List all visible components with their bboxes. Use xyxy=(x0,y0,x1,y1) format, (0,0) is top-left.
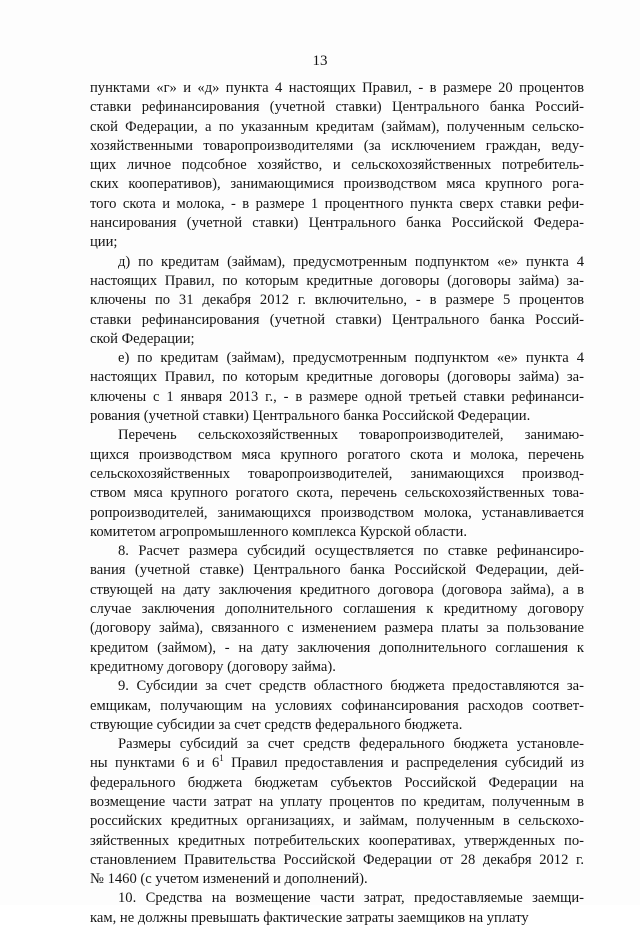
text-line: зяйственных кредитных потребительских кооперативах, утвержденных по- xyxy=(90,832,584,849)
text-line: ны пунктами 6 и $6^1$ Правил предоставления и распределения субсидий из xyxy=(90,753,584,772)
text-line: ключены с 1 января 2013 г., - в размере одной третьей ставки рефинанси- xyxy=(90,388,584,405)
paragraph xyxy=(90,735,584,889)
text-line: 8. Расчет размера субсидий осуществляется по ставке рефинансиро- xyxy=(118,543,584,560)
document-body xyxy=(90,79,584,928)
paragraph xyxy=(90,677,584,735)
text-line: ции; xyxy=(90,234,118,251)
superscript: 1 xyxy=(219,753,224,764)
text-line: случае заключения дополнительного соглашения к кредитному договору xyxy=(90,601,584,618)
text-line: (договору займа), связанного с изменением размера платы за пользование xyxy=(90,620,584,637)
text-line: ропроизводителей, занимающихся производством молока, устанавливается xyxy=(90,504,584,521)
text-line: кредитом (займом), - на дату заключения дополнительного соглашения к xyxy=(90,639,584,656)
text-line: № 1460 (с учетом изменений и дополнений). xyxy=(90,871,368,888)
text-line: кам, не должны превышать фактические затраты заемщиков на уплату xyxy=(90,909,529,926)
text-line: щихся производством мяса крупного рогатого скота и молока, перечень xyxy=(90,446,584,463)
paragraph xyxy=(90,889,584,928)
paragraph xyxy=(90,349,584,426)
text-line: настоящих Правил, по которым кредитные договоры (договоры займа) за- xyxy=(90,272,584,289)
text-line: е) по кредитам (займам), предусмотренным подпунктом «е» пункта 4 xyxy=(118,350,584,367)
text-line: ставки рефинансирования (учетной ставки) Центрального банка Россий- xyxy=(90,311,584,328)
text-line: пунктами «г» и «д» пункта 4 настоящих Правил, - в размере 20 процентов xyxy=(90,80,584,96)
text-line: ключены по 31 декабря 2012 г. включительно, - в размере 5 процентов xyxy=(90,292,584,309)
paragraph xyxy=(90,253,584,349)
text-line: того скота и молока, - в размере 1 процентного пункта сверх ставки рефи- xyxy=(90,195,584,212)
text-line: сельскохозяйственных товаропроизводителей, занимающихся производ- xyxy=(90,465,584,482)
text-line: ством мяса крупного рогатого скота, перечень сельскохозяйственных това- xyxy=(90,485,584,502)
text-line: ской Федерации, а по указанным кредитам (займам), полученным сельско- xyxy=(90,118,584,135)
text-line: рования (учетной ставки) Центрального банка Российской Федерации. xyxy=(90,408,531,425)
text-line: вания (учетной ставке) Центрального банка Российской Федерации, дей- xyxy=(90,562,584,579)
text-line: настоящих Правил, по которым кредитные договоры (договоры займа) за- xyxy=(90,369,584,386)
text-line: российских кредитных организациях, и займам, полученным в сельскохо- xyxy=(90,813,584,830)
paragraph xyxy=(90,79,584,253)
text-line: ских кооперативов), занимающимися производством мяса крупного рога- xyxy=(90,176,584,193)
text-line: Перечень сельскохозяйственных товаропроизводителей, занимаю- xyxy=(118,427,584,444)
text-line: ставки рефинансирования (учетной ставки) Центрального банка Россий- xyxy=(90,99,584,116)
text-line: возмещение части затрат на уплату процентов по кредитам, полученным в xyxy=(90,793,584,810)
text-line: становлением Правительства Российской Федерации от 28 декабря 2012 г. xyxy=(90,851,584,868)
text-line: д) по кредитам (займам), предусмотренным подпунктом «е» пункта 4 xyxy=(118,253,584,270)
text-line: 9. Субсидии за счет средств областного бюджета предоставляются за- xyxy=(118,678,584,695)
text-line: ствующие субсидии за счет средств федерального бюджета. xyxy=(90,716,463,733)
text-line: комитетом агропромышленного комплекса Курской области. xyxy=(90,523,467,540)
text-line: кредитному договору (договору займа). xyxy=(90,658,336,675)
text-line: хозяйственными товаропроизводителями (за исключением граждан, веду- xyxy=(90,137,584,154)
text-line: 10. Средства на возмещение части затрат, предоставляемые заемщи- xyxy=(118,890,584,907)
paragraph xyxy=(90,542,584,677)
text-line: ской Федерации; xyxy=(90,330,195,347)
page-number: 13 xyxy=(312,53,328,69)
text-line: ствующей на дату заключения кредитного договора (договора займа), а в xyxy=(90,581,584,598)
text-line: Размеры субсидий за счет средств федерального бюджета установле- xyxy=(118,736,584,753)
text-line: емщикам, получающим на условиях софинансирования расходов соответ- xyxy=(90,697,584,714)
text-line: нансирования (учетной ставки) Центрального банка Российской Федера- xyxy=(90,215,584,232)
text-line: федерального бюджета бюджетам субъектов Российской Федерации на xyxy=(90,774,584,791)
paragraph xyxy=(90,426,584,542)
text-line: щих личное подсобное хозяйство, и сельскохозяйственных потребитель- xyxy=(90,157,584,174)
